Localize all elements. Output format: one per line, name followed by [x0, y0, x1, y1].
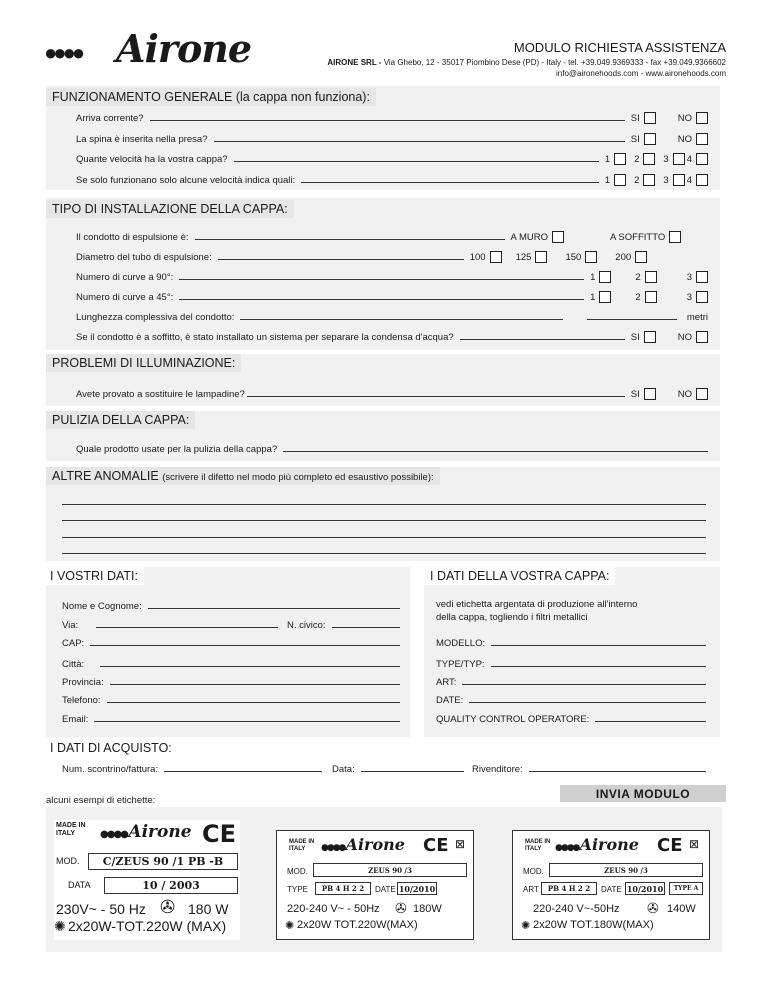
speed-3-label: 3 — [663, 175, 669, 186]
q-label: Il condotto di espulsione è: — [76, 232, 189, 243]
field-type — [436, 656, 706, 670]
date-input[interactable] — [469, 702, 706, 703]
anomalie-title: ALTRE ANOMALIE — [52, 469, 159, 483]
soffitto-label: A SOFFITTO — [609, 232, 666, 243]
lamps-text: 2x20W TOT.180W(MAX) — [533, 919, 654, 931]
curve-1-label: 1 — [590, 272, 596, 283]
speed-3-label: 3 — [663, 154, 669, 165]
diam-125-label: 125 — [515, 252, 532, 263]
acquisto-title: I DATI DI ACQUISTO: — [50, 741, 172, 755]
section-title: I VOSTRI DATI: — [46, 567, 144, 585]
field-modello — [436, 635, 706, 649]
via-input[interactable] — [96, 627, 278, 628]
diam-125-checkbox[interactable] — [535, 251, 547, 263]
lunghezza-field[interactable] — [587, 319, 677, 320]
speed-1-checkbox[interactable] — [614, 153, 626, 165]
label-logo — [555, 835, 639, 854]
speed-2-checkbox[interactable] — [643, 174, 655, 186]
field-date — [436, 692, 706, 706]
power-text: 220-240 V~-50Hz — [533, 903, 620, 915]
via-label: Via: — [62, 620, 79, 631]
fan-icon: ✇ — [395, 900, 407, 916]
curve-1-label: 1 — [590, 292, 596, 303]
made-in-italy: MADE IN ITALY — [56, 822, 86, 837]
motor-text: 140W — [667, 903, 696, 915]
speed-4-label: 4 — [686, 154, 692, 165]
label-logo-text: Airone — [579, 835, 639, 854]
anomalie-line-4[interactable] — [62, 553, 706, 554]
nome-input[interactable] — [148, 608, 400, 609]
logo-text: Airone — [116, 26, 252, 71]
ce-mark-icon: CE — [657, 835, 683, 856]
curve-2-checkbox[interactable] — [645, 291, 657, 303]
scontrino-input[interactable] — [164, 771, 322, 772]
no-label: NO — [677, 113, 692, 124]
q-label: Arriva corrente? — [76, 113, 144, 124]
diam-100-label: 100 — [469, 252, 486, 263]
lamp-icon: ✺ — [285, 920, 295, 932]
speed-2-label: 2 — [634, 175, 640, 186]
curve-3-label: 3 — [686, 292, 692, 303]
cappa-info-1: vedi etichetta argentata di produzione all'interno — [436, 599, 638, 610]
ce-mark-icon: CE — [202, 820, 237, 848]
example-label-1 — [54, 820, 240, 940]
q-corrente — [76, 110, 708, 124]
q-label: Quante velocità ha la vostra cappa? — [76, 154, 228, 165]
examples-label: alcuni esempi di etichette: — [46, 795, 156, 806]
mod-value: ZEUS 90 /3 — [313, 863, 467, 877]
date-value: 10/2010 — [626, 884, 664, 894]
speed-4-label: 4 — [686, 175, 692, 186]
date-label: DATE — [601, 885, 622, 894]
curve-3-label: 3 — [686, 272, 692, 283]
curve-3-checkbox[interactable] — [696, 271, 708, 283]
weee-icon: ⊠ — [689, 837, 700, 851]
mod-value: C/ZEUS 90 /1 PB -B — [88, 853, 238, 870]
field-rivenditore — [472, 761, 706, 775]
metri-label: metri — [686, 312, 708, 323]
civico-input[interactable] — [332, 627, 400, 628]
made-in-italy: MADE IN ITALY — [525, 839, 551, 852]
cappa-info-2: della cappa, togliendo i filtri metallici — [436, 612, 588, 623]
si-label: SI — [630, 134, 640, 145]
power-text: 220-240 V~ - 50Hz — [287, 903, 380, 915]
data-label: DATA — [68, 880, 91, 890]
section-altre-anomalie — [46, 467, 720, 561]
q-condotto — [76, 229, 708, 243]
type-label: TYPE — [287, 885, 308, 894]
q-prodotto — [76, 441, 708, 455]
mod-label: MOD. — [523, 867, 544, 876]
type-value: TYPE A — [669, 882, 703, 895]
civico-label: N. civico: — [287, 620, 326, 631]
curve-3-checkbox[interactable] — [696, 291, 708, 303]
citta-input[interactable] — [100, 666, 400, 667]
curve-2-label: 2 — [635, 272, 641, 283]
telefono-input[interactable] — [107, 702, 400, 703]
si-checkbox[interactable] — [644, 112, 656, 124]
section-title: PROBLEMI DI ILLUMINAZIONE: — [46, 354, 241, 372]
q-label: Numero di curve a 90°: — [76, 272, 174, 283]
rivenditore-label: Rivenditore: — [472, 764, 523, 775]
q-label: Quale prodotto usate per la pulizia della cappa? — [76, 444, 278, 455]
label-logo — [321, 835, 405, 854]
diam-150-checkbox[interactable] — [585, 251, 597, 263]
art-label: ART: — [436, 677, 457, 688]
modello-input[interactable] — [491, 645, 706, 646]
telefono-label: Telefono: — [62, 695, 101, 706]
si-checkbox[interactable] — [644, 388, 656, 400]
q-alcune-velocita — [76, 172, 708, 186]
mod-label: MOD. — [56, 856, 80, 866]
citta-label: Città: — [62, 659, 85, 670]
qc-input[interactable] — [595, 721, 706, 722]
art-value: PB 4 H 2 2 — [541, 882, 597, 895]
q-label: La spina è inserita nella presa? — [76, 134, 208, 145]
q-curve-90 — [76, 269, 708, 283]
anomalie-line-1[interactable] — [62, 504, 706, 505]
speed-3-checkbox[interactable] — [673, 153, 685, 165]
label-logo — [100, 822, 192, 842]
q-label: Diametro del tubo di espulsione: — [76, 252, 212, 263]
field-provincia — [62, 674, 400, 688]
field-art — [436, 674, 706, 688]
email-input[interactable] — [94, 721, 400, 722]
fan-icon: ✇ — [647, 900, 659, 916]
cappa-info — [436, 598, 637, 624]
contacts-text: info@aironehoods.com - www.aironehoods.com — [556, 69, 726, 78]
type-value: PB 4 H 2 2 — [315, 882, 371, 895]
q-diametro — [76, 249, 708, 263]
field-via — [62, 617, 278, 631]
anomalie-line-3[interactable] — [62, 537, 706, 538]
curve-1-checkbox[interactable] — [599, 291, 611, 303]
section-title: PULIZIA DELLA CAPPA: — [46, 411, 195, 429]
data-label: Data: — [332, 764, 355, 775]
field-data — [332, 761, 464, 775]
label-logo-text: Airone — [128, 822, 192, 842]
field-cap — [62, 635, 400, 649]
logo-dots-icon: ●●●● — [100, 829, 129, 840]
mod-label: MOD. — [287, 867, 308, 876]
logo-dots-icon: ●●●● — [555, 843, 580, 853]
date-label: DATE — [375, 885, 396, 894]
speed-1-label: 1 — [604, 175, 611, 186]
company-name: AIRONE SRL - — [327, 58, 382, 67]
speed-3-checkbox[interactable] — [673, 174, 685, 186]
section-title: TIPO DI INSTALLAZIONE DELLA CAPPA: — [46, 200, 294, 218]
q-label: Numero di curve a 45°: — [76, 292, 174, 303]
speed-4-checkbox[interactable] — [696, 153, 708, 165]
type-label: TYPE/TYP: — [436, 659, 485, 670]
section-title: I DATI DELLA VOSTRA CAPPA: — [424, 567, 615, 585]
send-button[interactable]: INVIA MODULO — [560, 785, 726, 802]
label-logo-text: Airone — [345, 835, 405, 854]
muro-checkbox[interactable] — [552, 231, 564, 243]
soffitto-checkbox[interactable] — [669, 231, 681, 243]
provincia-input[interactable] — [110, 684, 400, 685]
field-qc — [436, 711, 706, 725]
type-input[interactable] — [491, 666, 706, 667]
q-label: Lunghezza complessiva del condotto: — [76, 312, 235, 323]
diam-150-label: 150 — [565, 252, 582, 263]
lamp-icon: ✺ — [54, 918, 66, 934]
speed-2-checkbox[interactable] — [643, 153, 655, 165]
q-curve-45 — [76, 289, 708, 303]
company-address — [327, 57, 726, 79]
modello-label: MODELLO: — [436, 638, 486, 649]
speed-1-label: 1 — [604, 154, 611, 165]
field-citta — [62, 656, 400, 670]
mod-value: ZEUS 90 /3 — [549, 863, 703, 877]
no-checkbox[interactable] — [696, 133, 708, 145]
si-label: SI — [630, 332, 640, 343]
speed-4-checkbox[interactable] — [696, 174, 708, 186]
si-checkbox[interactable] — [644, 133, 656, 145]
diam-200-checkbox[interactable] — [635, 251, 647, 263]
nome-label: Nome e Cognome: — [62, 601, 142, 612]
field-nome — [62, 598, 400, 612]
si-checkbox[interactable] — [644, 331, 656, 343]
power-text: 230V~ - 50 Hz — [56, 901, 146, 917]
example-label-2 — [276, 830, 474, 940]
cap-input[interactable] — [90, 645, 400, 646]
muro-label: A MURO — [510, 232, 548, 243]
rivenditore-input[interactable] — [529, 771, 706, 772]
q-spina — [76, 131, 708, 145]
scontrino-label: Num. scontrino/fattura: — [62, 764, 159, 775]
no-label: NO — [677, 389, 692, 400]
motor-text: 180W — [413, 903, 442, 915]
airone-logo — [44, 26, 252, 72]
no-label: NO — [677, 332, 692, 343]
curve-1-checkbox[interactable] — [599, 271, 611, 283]
si-label: SI — [630, 389, 640, 400]
provincia-label: Provincia: — [62, 677, 104, 688]
weee-icon: ⊠ — [455, 837, 466, 851]
section-title: FUNZIONAMENTO GENERALE (la cappa non funziona): — [46, 88, 376, 106]
no-checkbox[interactable] — [696, 388, 708, 400]
field-email — [62, 711, 400, 725]
si-label: SI — [630, 113, 640, 124]
lamps-text: 2x20W-TOT.220W (MAX) — [68, 918, 227, 934]
section-title — [46, 467, 440, 485]
field-civico — [287, 617, 400, 631]
date-label: DATE: — [436, 695, 464, 706]
anomalie-note: (scrivere il difetto nel modo più completo ed esaustivo possibile): — [162, 472, 434, 483]
data-input[interactable] — [361, 771, 464, 772]
no-checkbox[interactable] — [696, 331, 708, 343]
no-label: NO — [677, 134, 692, 145]
curve-2-checkbox[interactable] — [645, 271, 657, 283]
speed-2-label: 2 — [634, 154, 640, 165]
field-scontrino — [62, 761, 322, 775]
lamps-text: 2x20W TOT.220W(MAX) — [297, 919, 418, 931]
data-value: 10 / 2003 — [104, 877, 238, 894]
art-input[interactable] — [462, 684, 706, 685]
field-telefono — [62, 692, 400, 706]
made-in-italy: MADE IN ITALY — [289, 839, 315, 852]
no-checkbox[interactable] — [696, 112, 708, 124]
curve-2-label: 2 — [635, 292, 641, 303]
logo-dots-icon: ●●●● — [44, 40, 82, 65]
address-text: Via Ghebo, 12 - 35017 Piombino Dese (PD) - Italy - tel. +39.049.9369333 - fax +39.049.9366602 — [383, 58, 726, 67]
speed-1-checkbox[interactable] — [614, 174, 626, 186]
q-velocita — [76, 151, 708, 165]
lamp-icon: ✺ — [521, 920, 531, 932]
example-label-3 — [512, 830, 710, 940]
diam-200-label: 200 — [615, 252, 632, 263]
q-condensa — [76, 329, 708, 343]
q-lunghezza — [76, 309, 708, 323]
diam-100-checkbox[interactable] — [490, 251, 502, 263]
fan-icon: ✇ — [160, 897, 176, 917]
art-label: ART — [523, 885, 539, 894]
ce-mark-icon: CE — [423, 835, 449, 856]
cap-label: CAP: — [62, 638, 85, 649]
date-value: 10/2010 — [398, 884, 436, 894]
q-label: Avete provato a sostituire le lampadine? — [76, 389, 245, 400]
qc-label: QUALITY CONTROL OPERATORE: — [436, 714, 590, 725]
q-label: Se il condotto è a soffitto, è stato installato un sistema per separare la condensa d'acqua? — [76, 332, 454, 343]
q-label: Se solo funzionano solo alcune velocità indica quali: — [76, 175, 296, 186]
anomalie-line-2[interactable] — [62, 520, 706, 521]
motor-text: 180 W — [188, 901, 229, 917]
form-title: MODULO RICHIESTA ASSISTENZA — [513, 40, 726, 55]
email-label: Email: — [62, 714, 89, 725]
logo-dots-icon: ●●●● — [321, 843, 346, 853]
q-lampadine — [76, 386, 708, 400]
